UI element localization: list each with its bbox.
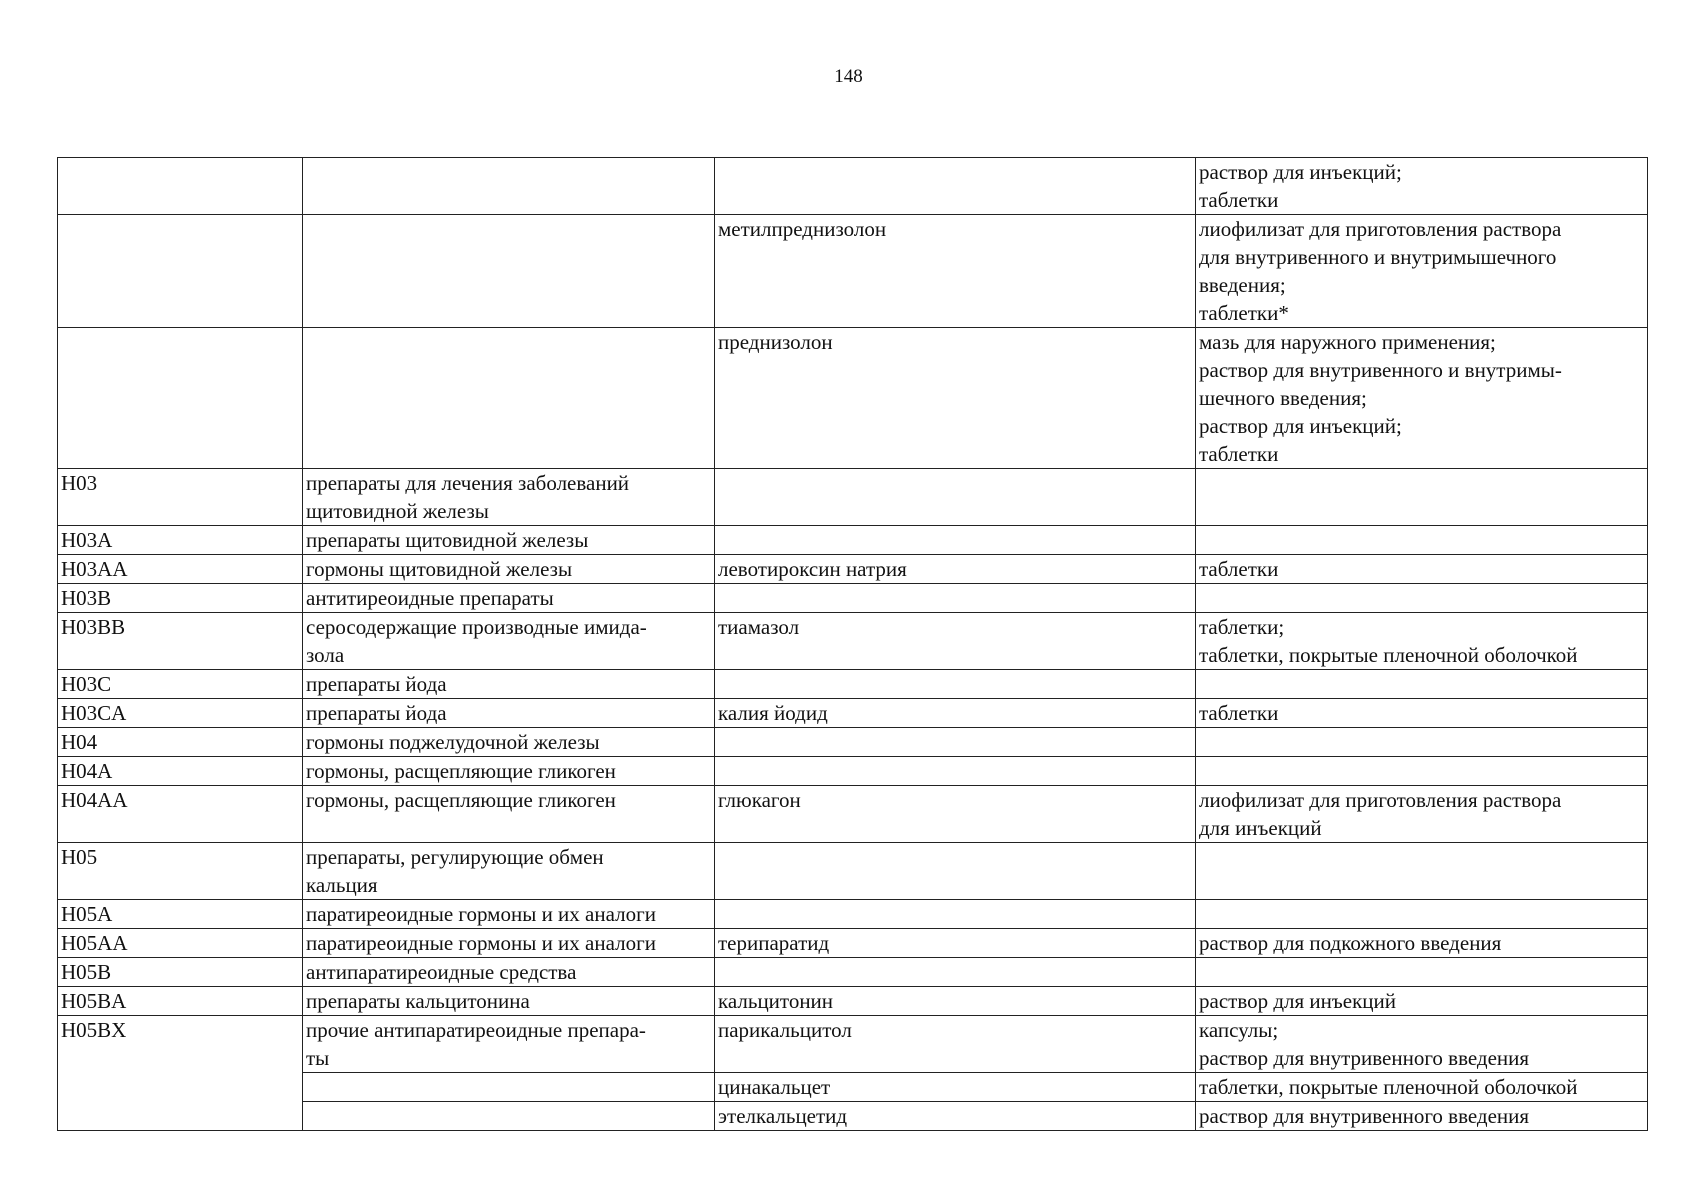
drug-name-cell	[715, 670, 1196, 699]
atc-code-cell	[58, 328, 303, 469]
anatomical-group-cell: антипаратиреоидные средства	[303, 958, 715, 987]
atc-code-cell: H05B	[58, 958, 303, 987]
atc-code-cell: H04A	[58, 757, 303, 786]
table-row	[58, 786, 1648, 843]
anatomical-group-cell: паратиреоидные гормоны и их аналоги	[303, 900, 715, 929]
dosage-form-cell: таблетки	[1196, 555, 1648, 584]
drug-name-cell	[715, 728, 1196, 757]
dosage-form-cell: мазь для наружного применения; раствор для внутривенного и внутримы- шечного введения; раствор для инъекций; таблетки	[1196, 328, 1648, 469]
table-row	[58, 555, 1648, 584]
dosage-form-cell	[1196, 958, 1648, 987]
table-row	[58, 158, 1648, 215]
atc-code-cell: H03BB	[58, 613, 303, 670]
dosage-form-cell: таблетки; таблетки, покрытые пленочной оболочкой	[1196, 613, 1648, 670]
dosage-form-cell: лиофилизат для приготовления раствора для внутривенного и внутримышечного введения; таблетки*	[1196, 215, 1648, 328]
table-row	[58, 613, 1648, 670]
table-row	[58, 584, 1648, 613]
dosage-form-cell	[1196, 900, 1648, 929]
dosage-form-cell	[1196, 584, 1648, 613]
dosage-form-cell: капсулы; раствор для внутривенного введения	[1196, 1016, 1648, 1073]
dosage-form-cell	[1196, 843, 1648, 900]
atc-code-cell: H05BX	[58, 1016, 303, 1131]
anatomical-group-cell: препараты щитовидной железы	[303, 526, 715, 555]
drug-name-cell: тиамазол	[715, 613, 1196, 670]
atc-code-cell: H03A	[58, 526, 303, 555]
drug-name-cell	[715, 958, 1196, 987]
atc-code-cell: H05AA	[58, 929, 303, 958]
drug-name-cell	[715, 757, 1196, 786]
anatomical-group-cell: паратиреоидные гормоны и их аналоги	[303, 929, 715, 958]
drug-name-cell: калия йодид	[715, 699, 1196, 728]
dosage-form-cell: лиофилизат для приготовления раствора для инъекций	[1196, 786, 1648, 843]
anatomical-group-cell: препараты, регулирующие обмен кальция	[303, 843, 715, 900]
atc-code-cell: H05A	[58, 900, 303, 929]
dosage-form-cell	[1196, 757, 1648, 786]
table-row	[58, 699, 1648, 728]
anatomical-group-cell: гормоны поджелудочной железы	[303, 728, 715, 757]
atc-code-cell: H04	[58, 728, 303, 757]
anatomical-group-cell: препараты йода	[303, 699, 715, 728]
table-row	[58, 215, 1648, 328]
drug-name-cell	[715, 158, 1196, 215]
drug-name-cell: преднизолон	[715, 328, 1196, 469]
atc-code-cell	[58, 215, 303, 328]
anatomical-group-cell: препараты йода	[303, 670, 715, 699]
table-row	[58, 929, 1648, 958]
dosage-form-cell	[1196, 469, 1648, 526]
anatomical-group-cell	[303, 215, 715, 328]
drug-name-cell	[715, 843, 1196, 900]
drug-name-cell: парикальцитол	[715, 1016, 1196, 1073]
dosage-form-cell: раствор для подкожного введения	[1196, 929, 1648, 958]
page-number: 148	[834, 66, 863, 87]
anatomical-group-cell	[303, 158, 715, 215]
table-row	[58, 843, 1648, 900]
anatomical-group-cell	[303, 1102, 715, 1131]
table-row	[58, 757, 1648, 786]
atc-code-cell: H03CA	[58, 699, 303, 728]
anatomical-group-cell: препараты кальцитонина	[303, 987, 715, 1016]
drug-name-cell: терипаратид	[715, 929, 1196, 958]
table-row	[58, 469, 1648, 526]
atc-code-cell: H03AA	[58, 555, 303, 584]
anatomical-group-cell: прочие антипаратиреоидные препара- ты	[303, 1016, 715, 1073]
atc-code-cell: H03B	[58, 584, 303, 613]
dosage-form-cell	[1196, 526, 1648, 555]
dosage-form-cell: раствор для инъекций; таблетки	[1196, 158, 1648, 215]
drug-name-cell: этелкальцетид	[715, 1102, 1196, 1131]
drug-name-cell: метилпреднизолон	[715, 215, 1196, 328]
anatomical-group-cell: антитиреоидные препараты	[303, 584, 715, 613]
drug-name-cell	[715, 526, 1196, 555]
atc-code-cell	[58, 158, 303, 215]
dosage-form-cell: таблетки	[1196, 699, 1648, 728]
table-row	[58, 328, 1648, 469]
table-row	[58, 670, 1648, 699]
drug-list-table	[57, 157, 1648, 1131]
anatomical-group-cell: гормоны, расщепляющие гликоген	[303, 786, 715, 843]
atc-code-cell: H04AA	[58, 786, 303, 843]
dosage-form-cell	[1196, 728, 1648, 757]
dosage-form-cell	[1196, 670, 1648, 699]
anatomical-group-cell: препараты для лечения заболеваний щитовидной железы	[303, 469, 715, 526]
table-row	[58, 1016, 1648, 1073]
anatomical-group-cell: серосодержащие производные имида- зола	[303, 613, 715, 670]
anatomical-group-cell: гормоны, расщепляющие гликоген	[303, 757, 715, 786]
atc-code-cell: H05	[58, 843, 303, 900]
drug-name-cell	[715, 469, 1196, 526]
drug-name-cell: левотироксин натрия	[715, 555, 1196, 584]
drug-name-cell: цинакальцет	[715, 1073, 1196, 1102]
table-row	[58, 958, 1648, 987]
drug-name-cell: кальцитонин	[715, 987, 1196, 1016]
atc-code-cell: H05BA	[58, 987, 303, 1016]
table-row	[58, 728, 1648, 757]
drug-name-cell: глюкагон	[715, 786, 1196, 843]
drug-name-cell	[715, 900, 1196, 929]
table-row	[58, 526, 1648, 555]
table-row	[58, 900, 1648, 929]
atc-code-cell: H03	[58, 469, 303, 526]
atc-code-cell: H03C	[58, 670, 303, 699]
table-row	[58, 987, 1648, 1016]
dosage-form-cell: раствор для инъекций	[1196, 987, 1648, 1016]
anatomical-group-cell	[303, 328, 715, 469]
dosage-form-cell: раствор для внутривенного введения	[1196, 1102, 1648, 1131]
drug-name-cell	[715, 584, 1196, 613]
anatomical-group-cell	[303, 1073, 715, 1102]
dosage-form-cell: таблетки, покрытые пленочной оболочкой	[1196, 1073, 1648, 1102]
anatomical-group-cell: гормоны щитовидной железы	[303, 555, 715, 584]
